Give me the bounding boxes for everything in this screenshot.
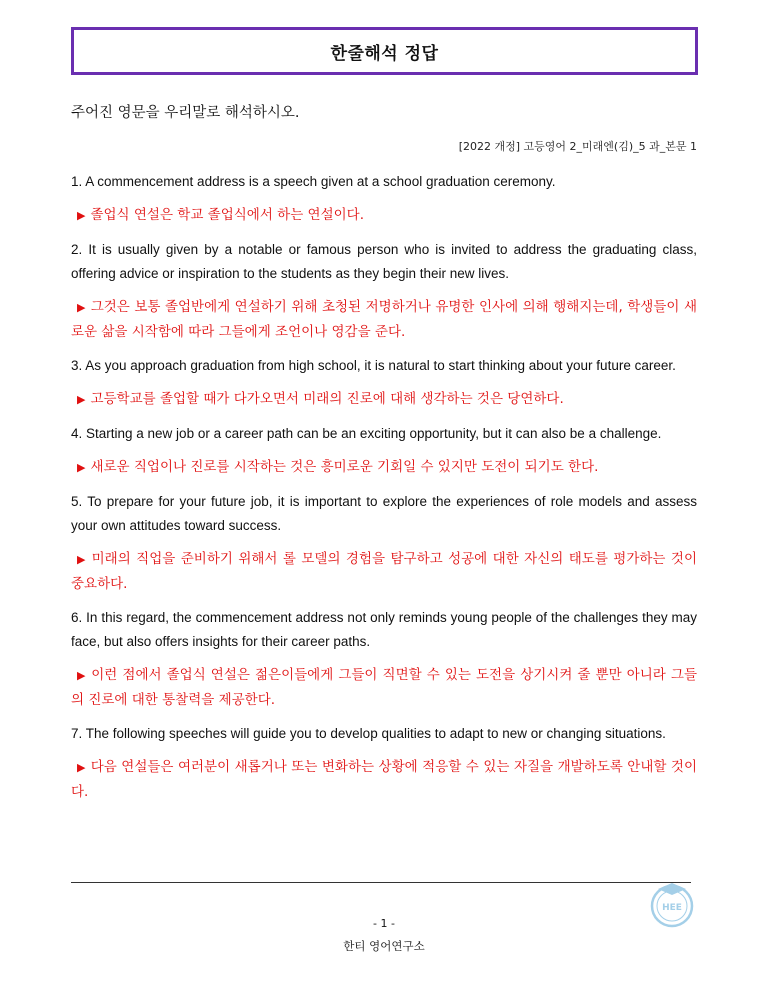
english-sentence-2: 2. It is usually given by a notable or famous person who is invited to address the graduating class, offering advice or inspiration to the students as they begin their new lives. (71, 242, 697, 281)
arrow-icon: ▶ (77, 669, 87, 682)
source-label: [2022 개정] 고등영어 2_미래엔(김)_5 과_본문 1 (458, 140, 697, 153)
korean-answer-2 (71, 295, 697, 344)
korean-answer-text: 미래의 직업을 준비하기 위해서 롤 모델의 경험을 탐구하고 성공에 대한 자신의 태도를 평가하는 것이 중요하다. (71, 551, 697, 592)
arrow-icon: ▶ (77, 761, 86, 774)
english-sentence-6: 6. In this regard, the commencement address not only reminds young people of the challenges they may face, but also offers insights for their career paths. (71, 610, 697, 649)
english-sentence-1: 1. A commencement address is a speech given at a school graduation ceremony. (71, 174, 556, 189)
arrow-icon: ▶ (77, 461, 86, 474)
page-number: - 1 - (373, 917, 395, 930)
korean-answer-text: 졸업식 연설은 학교 졸업식에서 하는 연설이다. (90, 207, 364, 223)
korean-answer-text: 고등학교를 졸업할 때가 다가오면서 미래의 진로에 대해 생각하는 것은 당연하다. (90, 391, 564, 407)
footer-text: 한티 영어연구소 (343, 939, 425, 953)
english-sentence-5: 5. To prepare for your future job, it is important to explore the experiences of role models and assess your own attitudes toward success. (71, 494, 697, 533)
seal-text: HEE (662, 903, 682, 913)
arrow-icon: ▶ (77, 393, 86, 406)
arrow-icon: ▶ (77, 209, 86, 222)
korean-answer-text: 이런 점에서 졸업식 연설은 젊은이들에게 그들이 직면할 수 있는 도전을 상기시켜 줄 뿐만 아니라 그들의 진로에 대한 통찰력을 제공한다. (71, 667, 697, 708)
english-sentence-4: 4. Starting a new job or a career path can be an exciting opportunity, but it can also be a challenge. (71, 426, 662, 441)
korean-answer-4 (71, 455, 697, 480)
korean-answer-6 (71, 663, 697, 712)
korean-answer-1 (71, 203, 697, 228)
footer-divider (71, 882, 691, 883)
title-box (71, 27, 698, 75)
translation-list (71, 170, 697, 814)
arrow-icon: ▶ (77, 301, 86, 314)
page-title: 한줄해석 정답 (330, 43, 439, 64)
korean-answer-text: 새로운 직업이나 진로를 시작하는 것은 흥미로운 기회일 수 있지만 도전이 되기도 한다. (90, 459, 599, 475)
arrow-icon: ▶ (77, 553, 87, 566)
korean-answer-3 (71, 387, 697, 412)
english-sentence-7: 7. The following speeches will guide you to develop qualities to adapt to new or changing situations. (71, 726, 666, 741)
korean-answer-text: 그것은 보통 졸업반에게 연설하기 위해 초청된 저명하거나 유명한 인사에 의해 행해지는데, 학생들이 새로운 삶을 시작함에 따라 그들에게 조언이나 영감을 준다. (71, 299, 697, 340)
korean-answer-text: 다음 연설들은 여러분이 새롭거나 또는 변화하는 상황에 적응할 수 있는 자질을 개발하도록 안내할 것이다. (71, 759, 697, 800)
instruction-text: 주어진 영문을 우리말로 해석하시오. (71, 105, 300, 121)
english-sentence-3: 3. As you approach graduation from high school, it is natural to start thinking about your future career. (71, 358, 676, 373)
korean-answer-5 (71, 547, 697, 596)
korean-answer-7 (71, 755, 697, 804)
